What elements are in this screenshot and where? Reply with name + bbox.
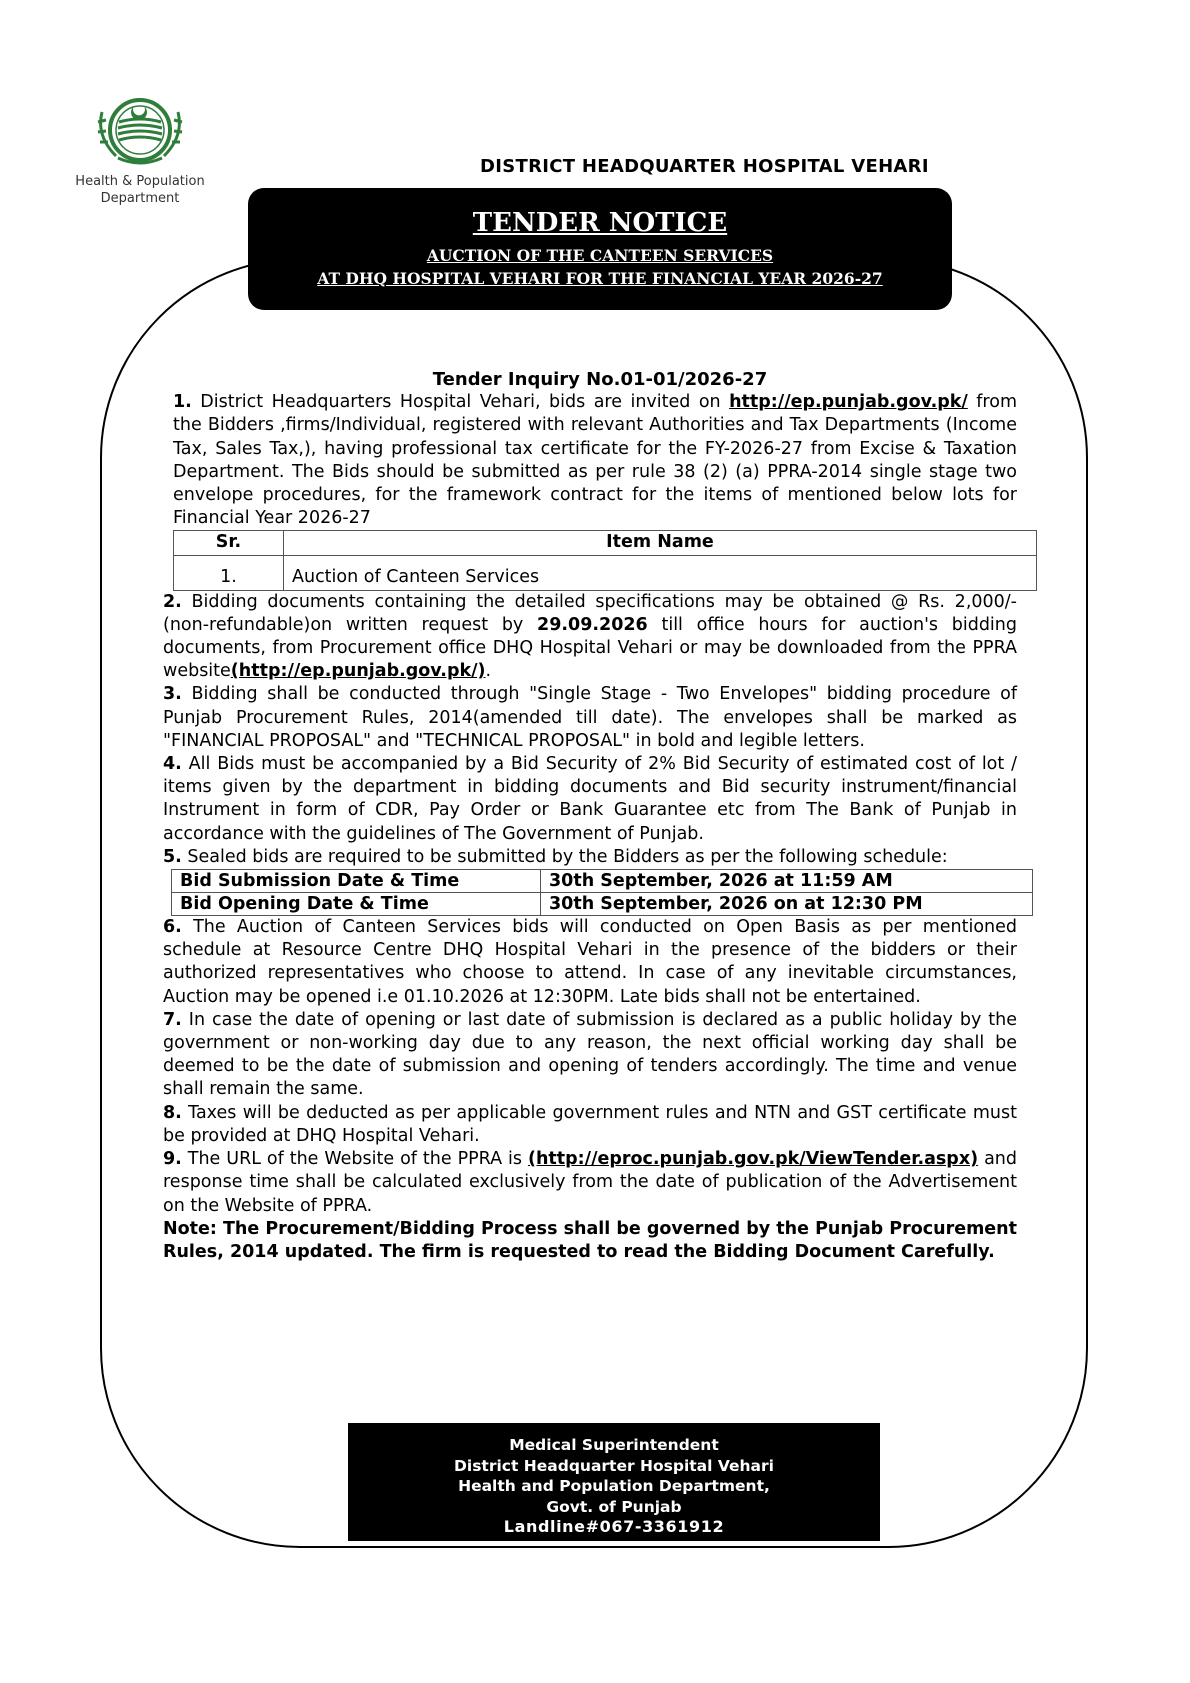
clause-5 <box>163 846 1017 869</box>
notice-subtitle-2: AT DHQ HOSPITAL VEHARI FOR THE FINANCIAL YEAR 2026-27 <box>317 269 883 288</box>
punjab-emblem-icon <box>88 92 192 172</box>
view-tender-link[interactable]: (http://eproc.punjab.gov.pk/ViewTender.aspx) <box>527 1149 979 1170</box>
clause-text: Sealed bids are required to be submitted by the Bidders as per the following schedule: <box>181 846 948 867</box>
column-header-item: Item Name <box>284 531 1037 555</box>
signatory-government: Govt. of Punjab <box>546 1497 682 1516</box>
request-deadline: 29.09.2026 <box>537 614 648 635</box>
clause-text: from the Bidders ,firms/Individual, registered with relevant Authorities and Tax Departments (Income Tax, Sales Tax,), having professional tax certificate for the FY-2026-27 from Excise & Taxation Department. The Bids should be submitted as per rule 38 (2) (a) PPRA-2014 single stage two envelope procedures, for the framework contract for the items of mentioned below lots for Financial Year 2026-27 <box>173 392 1017 529</box>
signatory-title: Medical Superintendent <box>509 1436 719 1454</box>
signatory-department: Health and Population Department, <box>458 1477 770 1495</box>
clause-text: The Auction of Canteen Services bids will conducted on Open Basis as per mentioned schedule at Resource Centre DHQ Hospital Vehari in the presence of the bidders or their authorized representatives who choose to attend. In case of any inevitable circumstances, Auction may be opened i.e 01.10.2026 at 12:30PM. Late bids shall not be entertained. <box>163 917 1017 1007</box>
tender-inquiry-number: Tender Inquiry No.01-01/2026-27 <box>432 369 768 390</box>
notice-title: TENDER NOTICE <box>472 208 728 238</box>
clause-number: 8. <box>163 1102 182 1123</box>
clause-text: District Headquarters Hospital Vehari, bids are invited on <box>191 392 730 413</box>
column-header-sr: Sr. <box>174 531 284 555</box>
note: Note: The Procurement/Bidding Process shall be governed by the Punjab Procurement Rules, 2014 updated. The firm is requested to read the Bidding Document Carefully. <box>163 1218 1017 1262</box>
clause-text: The URL of the Website of the PPRA is <box>181 1149 528 1170</box>
table-row <box>172 893 1033 916</box>
clause-7 <box>163 1009 1017 1102</box>
clause-3 <box>163 683 1017 753</box>
department-logo <box>72 92 208 206</box>
clause-number: 7. <box>163 1009 182 1030</box>
clause-text: All Bids must be accompanied by a Bid Security of 2% Bid Security of estimated cost of lot / items given by the department in bidding documents and Bid security instrument/financial Instrument in form of CDR, Pay Order or Bank Guarantee etc from The Bank of Punjab in accordance with the guidelines of The Government of Punjab. <box>163 754 1017 844</box>
clause-number: 1. <box>173 392 192 413</box>
clause-text: . <box>485 661 492 682</box>
clause-text: Bidding documents containing the detailed specifications may be obtained @ Rs. 2,000/- (non-refundable)on written request by <box>163 591 1017 635</box>
items-table <box>173 530 1037 590</box>
department-name-line2: Department <box>100 191 180 206</box>
clause-2 <box>163 591 1017 684</box>
landline-number: Landline#067-3361912 <box>503 1517 725 1536</box>
clause-number: 4. <box>163 754 182 775</box>
clause-number: 5. <box>163 846 182 867</box>
title-banner <box>248 188 952 310</box>
clause-6 <box>163 916 1017 1009</box>
eprocurement-link[interactable]: http://ep.punjab.gov.pk/ <box>729 392 968 413</box>
table-row <box>174 555 1037 590</box>
clause-4 <box>163 753 1017 846</box>
clause-1 <box>173 391 1017 530</box>
table-row <box>172 870 1033 893</box>
table-header-row <box>174 531 1037 555</box>
clause-8 <box>163 1102 1017 1148</box>
cell-sr: 1. <box>174 555 284 590</box>
submission-label: Bid Submission Date & Time <box>172 870 541 893</box>
opening-value: 30th September, 2026 on at 12:30 PM <box>541 893 1033 916</box>
clause-text: and response time shall be calculated exclusively from the date of publication of the Advertisement on the Website of PPRA. <box>163 1149 1017 1216</box>
opening-label: Bid Opening Date & Time <box>172 893 541 916</box>
signature-block <box>348 1423 880 1541</box>
clause-text: In case the date of opening or last date of submission is declared as a public holiday by the government or non-working day due to any reason, the next official working day shall be deemed to be the date of submission and opening of tenders accordingly. The time and venue shall remain the same. <box>163 1009 1017 1100</box>
clause-text: till office hours for auction's bidding documents, from Procurement office DHQ Hospital Vehari or may be downloaded from the PPRA website <box>163 614 1017 682</box>
submission-value: 30th September, 2026 at 11:59 AM <box>541 870 1033 893</box>
clause-number: 2. <box>163 591 182 612</box>
clause-text: Bidding shall be conducted through "Single Stage - Two Envelopes" bidding procedure of Punjab Procurement Rules, 2014(amended till date). The envelopes shall be marked as "FINANCIAL PROPOSAL" and "TECHNICAL PROPOSAL" in bold and legible letters. <box>163 684 1017 751</box>
clause-number: 9. <box>163 1149 182 1170</box>
clause-text: Taxes will be deducted as per applicable government rules and NTN and GST certificate must be provided at DHQ Hospital Vehari. <box>163 1102 1017 1146</box>
notice-body <box>163 368 1017 1264</box>
department-name-line1: Health & Population <box>75 174 205 189</box>
ppra-website-link[interactable]: (http://ep.punjab.gov.pk/) <box>230 661 486 682</box>
notice-subtitle-1: AUCTION OF THE CANTEEN SERVICES <box>426 246 774 265</box>
clause-number: 3. <box>163 684 182 705</box>
cell-item: Auction of Canteen Services <box>284 555 1037 590</box>
clause-number: 6. <box>163 917 182 938</box>
schedule-table <box>171 869 1033 916</box>
clause-9 <box>163 1148 1017 1218</box>
signatory-hospital: District Headquarter Hospital Vehari <box>454 1456 774 1475</box>
hospital-name: DISTRICT HEADQUARTER HOSPITAL VEHARI <box>480 156 929 177</box>
